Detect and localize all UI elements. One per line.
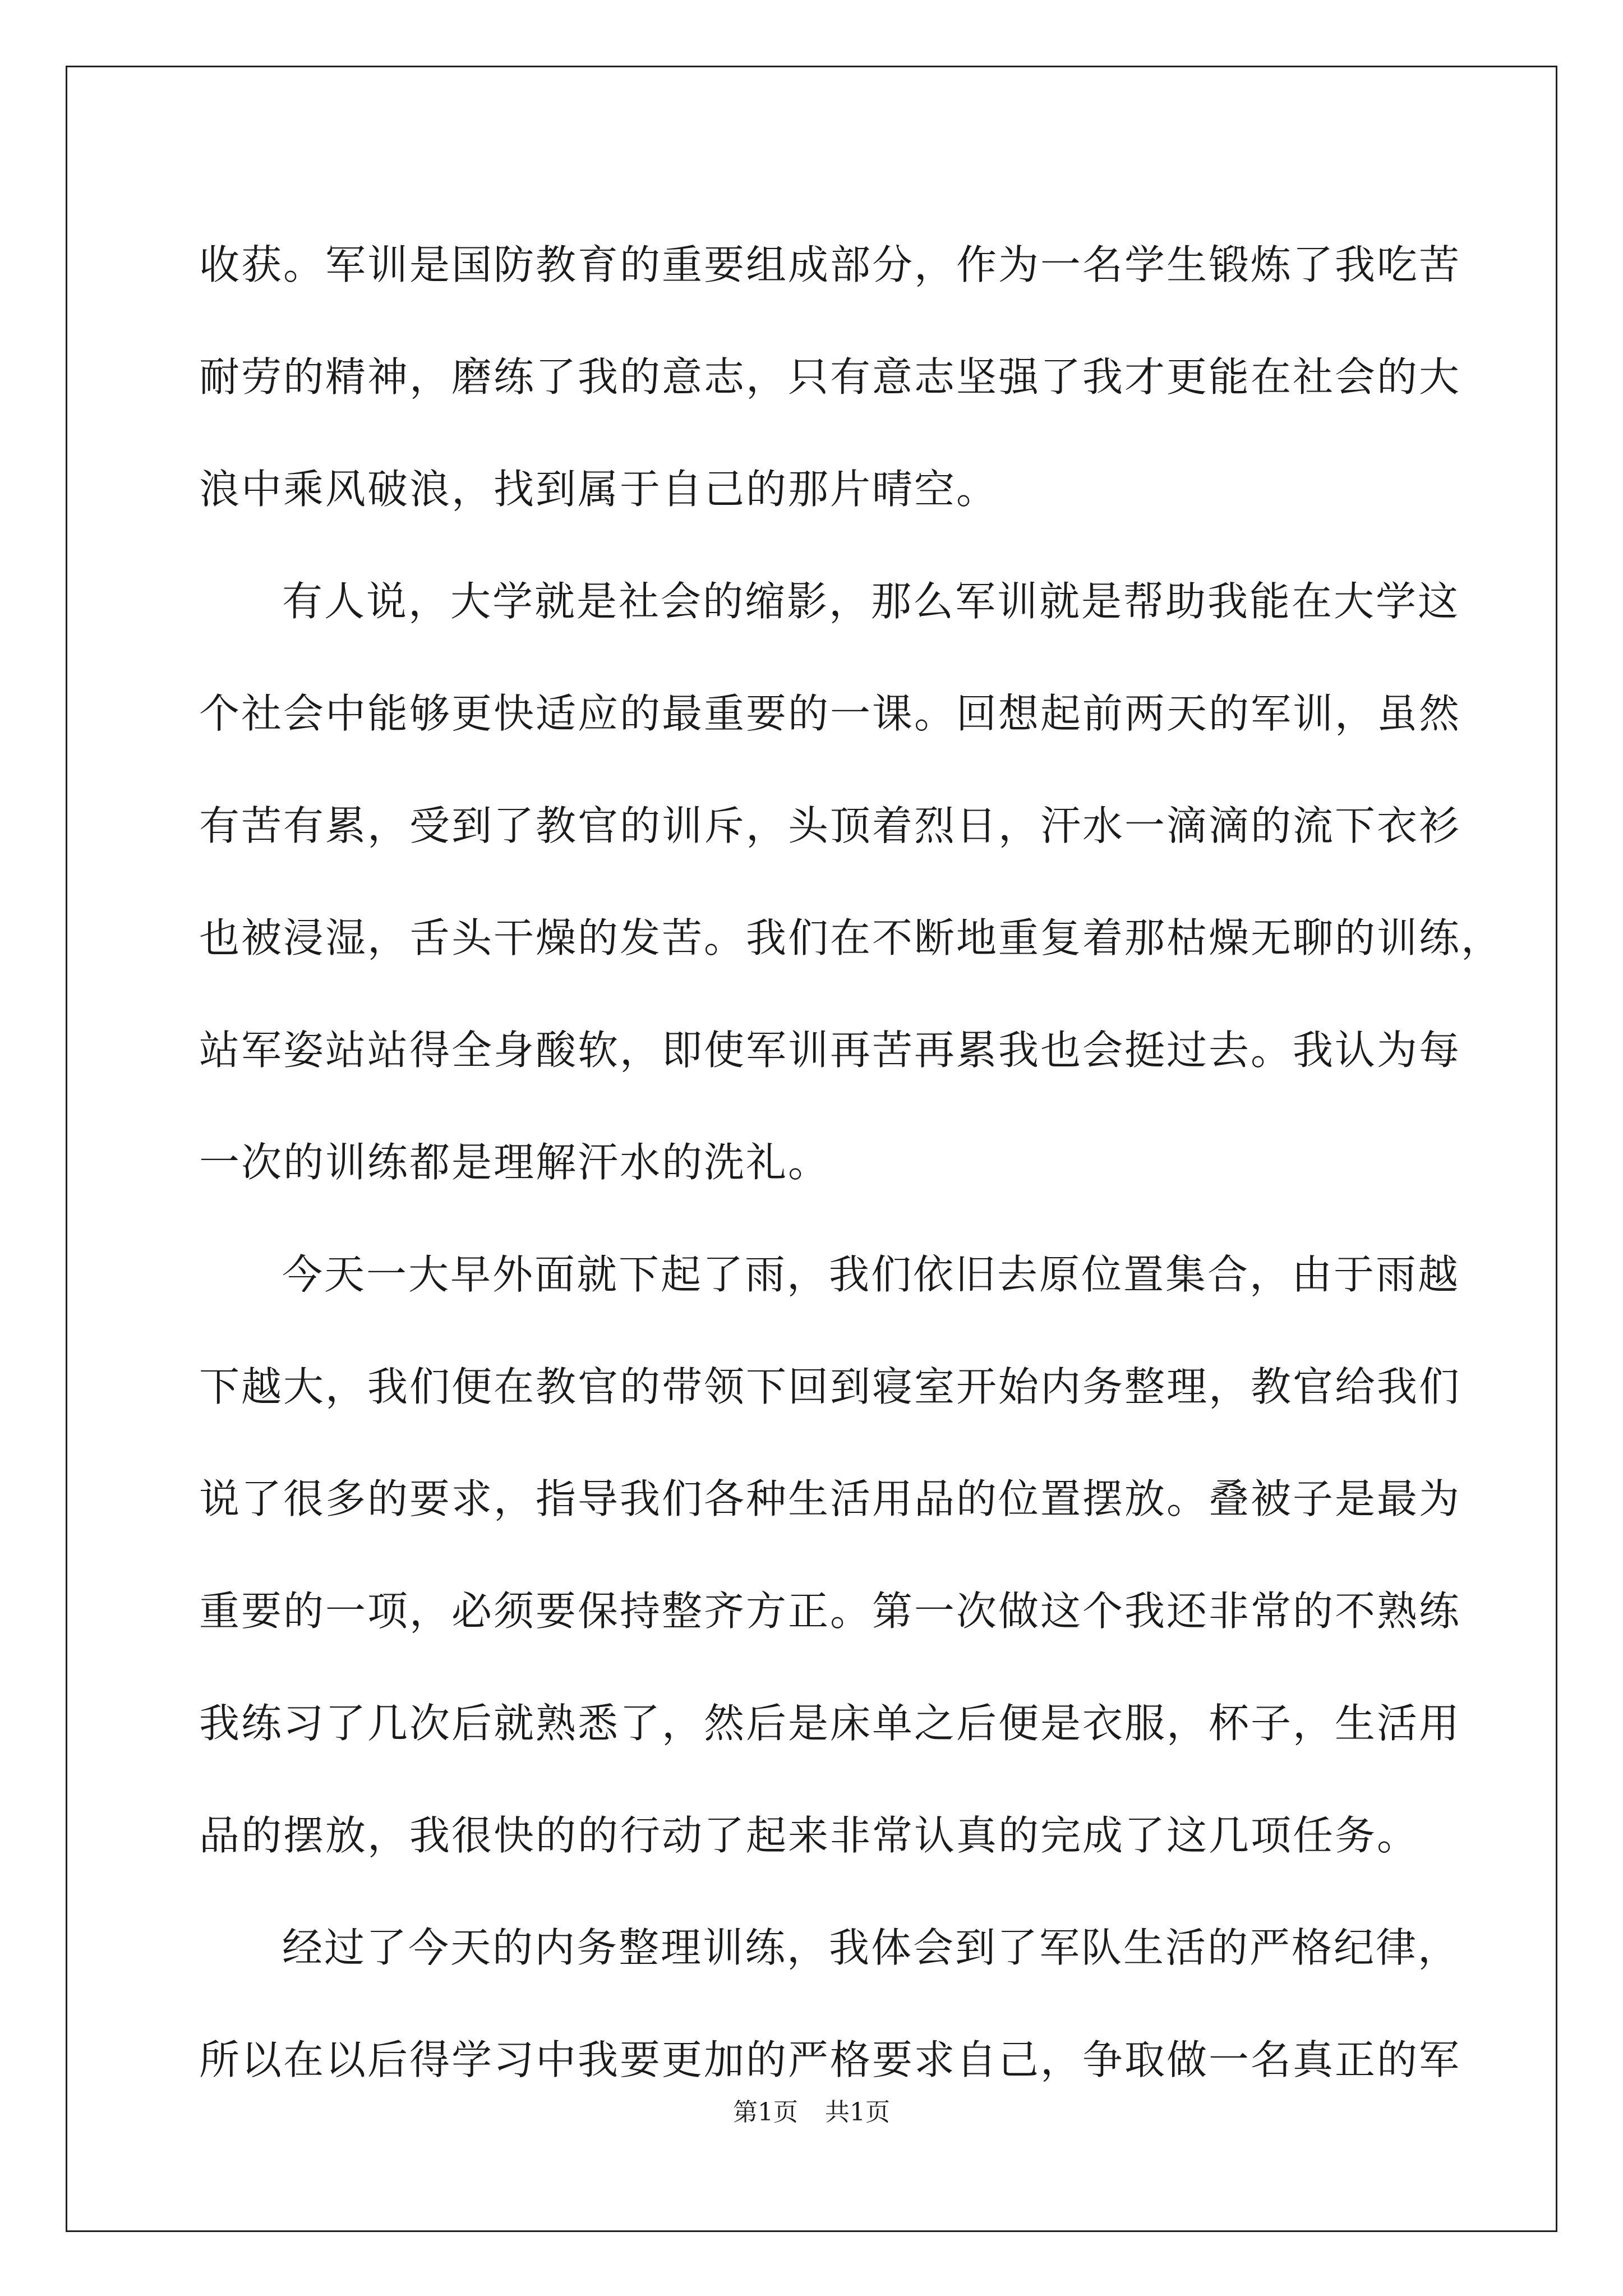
text-line: 也被浸湿，舌头干燥的发苦。我们在不断地重复着那枯燥无聊的训练， <box>199 914 1504 961</box>
text-line: 个社会中能够更快适应的最重要的一课。回想起前两天的军训，虽然 <box>199 690 1461 737</box>
paragraph-first-line: 有人说，大学就是社会的缩影，那么军训就是帮助我能在大学这 <box>282 578 1460 625</box>
page-footer <box>0 2096 1623 2129</box>
paragraph-first-line: 经过了今天的内务整理训练，我体会到了军队生活的严格纪律， <box>282 1924 1460 1971</box>
document-body <box>199 209 1504 2116</box>
page-number: 第1页 <box>733 2098 798 2127</box>
text-line: 我练习了几次后就熟悉了，然后是床单之后便是衣服，杯子，生活用 <box>199 1700 1461 1747</box>
text-line: 下越大，我们便在教官的带领下回到寝室开始内务整理，教官给我们 <box>199 1363 1461 1410</box>
text-line: 耐劳的精神，磨练了我的意志，只有意志坚强了我才更能在社会的大 <box>199 353 1461 401</box>
text-line: 所以在以后得学习中我要更加的严格要求自己，争取做一名真正的军 <box>199 2036 1461 2083</box>
text-line: 说了很多的要求，指导我们各种生活用品的位置摆放。叠被子是最为 <box>199 1475 1461 1522</box>
page-total: 共1页 <box>825 2098 890 2127</box>
text-line: 一次的训练都是理解汗水的洗礼。 <box>199 1139 831 1186</box>
text-line: 浪中乘风破浪，找到属于自己的那片晴空。 <box>199 466 999 513</box>
paragraph-first-line: 今天一大早外面就下起了雨，我们依旧去原位置集合，由于雨越 <box>282 1251 1460 1298</box>
text-line: 有苦有累，受到了教官的训斥，头顶着烈日，汗水一滴滴的流下衣衫 <box>199 802 1461 849</box>
text-line: 品的摆放，我很快的的行动了起来非常认真的完成了这几项任务。 <box>199 1812 1419 1859</box>
text-line: 收获。军训是国防教育的重要组成部分，作为一名学生锻炼了我吃苦 <box>199 241 1461 288</box>
text-line: 站军姿站站得全身酸软，即使军训再苦再累我也会挺过去。我认为每 <box>199 1027 1461 1074</box>
text-line: 重要的一项，必须要保持整齐方正。第一次做这个我还非常的不熟练 <box>199 1588 1461 1635</box>
